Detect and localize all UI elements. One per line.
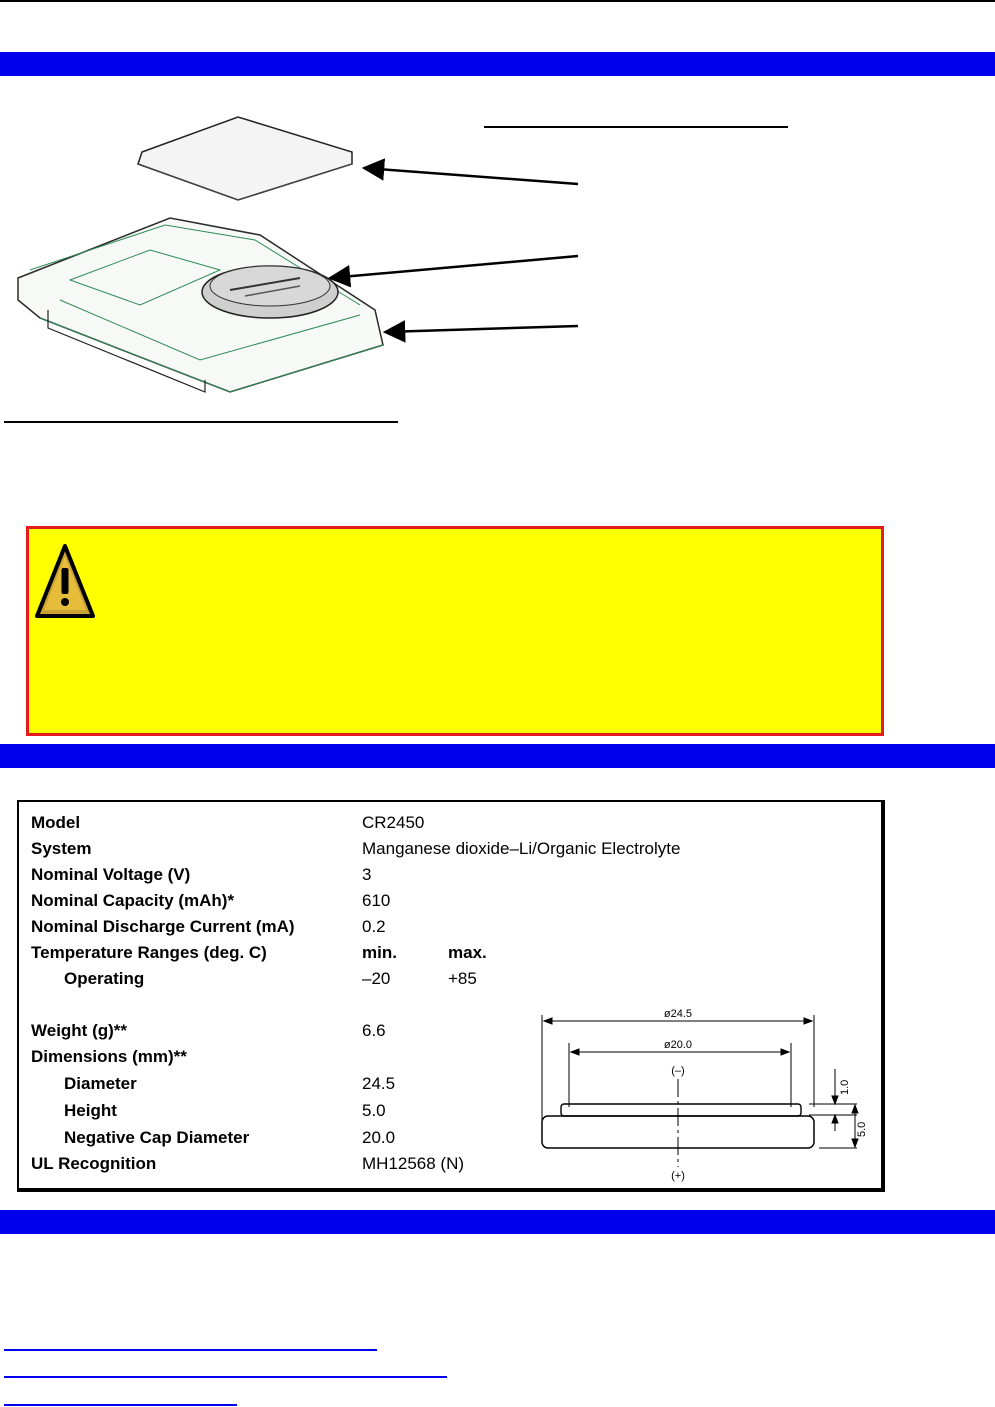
spec-value: 24.5 <box>362 1074 396 1093</box>
link-3[interactable] <box>4 1404 237 1406</box>
spec-label: System <box>31 839 92 858</box>
spec-label: Nominal Discharge Current (mA) <box>31 917 295 936</box>
spec-value: 3 <box>362 865 372 884</box>
cover-plate <box>138 117 352 200</box>
spec-label: Height <box>64 1101 117 1120</box>
section-bar-2 <box>0 744 995 768</box>
spec-value: 6.6 <box>362 1021 386 1040</box>
spec-value-max: +85 <box>448 969 477 988</box>
heading-underline-left <box>4 421 398 423</box>
spec-label: Dimensions (mm)** <box>31 1047 187 1066</box>
section-bar-3 <box>0 1210 995 1234</box>
link-2[interactable] <box>4 1376 447 1378</box>
table-row <box>19 862 881 888</box>
total-height-label: 5.0 <box>856 1121 868 1137</box>
warning-box <box>26 526 884 736</box>
table-row <box>19 940 881 966</box>
spec-label: Negative Cap Diameter <box>64 1128 250 1147</box>
table-row <box>19 888 881 914</box>
spec-label: UL Recognition <box>31 1154 157 1173</box>
spec-label: Model <box>31 813 81 832</box>
warning-triangle-icon <box>34 542 96 620</box>
spec-label: Weight (g)** <box>31 1021 128 1040</box>
coin-cell-dimension-drawing <box>539 1007 868 1187</box>
arrow-cover <box>364 168 578 184</box>
heading-underline-right <box>484 126 788 128</box>
spec-value: 20.0 <box>362 1128 396 1147</box>
inner-diameter-label: ø20.0 <box>663 1039 693 1051</box>
link-1[interactable] <box>4 1349 377 1351</box>
negative-terminal-label: (–) <box>671 1065 685 1077</box>
top-rule <box>0 0 995 2</box>
outer-diameter-label: ø24.5 <box>663 1008 693 1020</box>
spec-value-min: min. <box>362 943 397 962</box>
spec-label: Nominal Voltage (V) <box>31 865 191 884</box>
positive-terminal-label: (+) <box>671 1170 685 1182</box>
spec-label: Operating <box>64 969 145 988</box>
table-row <box>19 836 881 862</box>
spec-value: MH12568 (N) <box>362 1154 465 1173</box>
arrow-housing <box>385 326 578 332</box>
spec-value: Manganese dioxide–Li/Organic Electrolyte <box>362 839 681 858</box>
spec-label: Nominal Capacity (mAh)* <box>31 891 235 910</box>
spec-value: 610 <box>362 891 391 910</box>
spec-value: 0.2 <box>362 917 386 936</box>
spec-value: 5.0 <box>362 1101 386 1120</box>
device-exploded-illustration <box>0 100 600 420</box>
table-row <box>19 966 881 992</box>
section-bar-1 <box>0 52 995 76</box>
arrow-cell <box>330 256 578 278</box>
spec-label: Diameter <box>64 1074 137 1093</box>
cap-height-label: 1.0 <box>839 1079 851 1095</box>
spec-value: CR2450 <box>362 813 425 832</box>
spec-value-max: max. <box>448 943 487 962</box>
spec-label: Temperature Ranges (deg. C) <box>31 943 267 962</box>
table-row <box>19 914 881 940</box>
spec-table <box>17 800 885 1192</box>
table-row <box>19 810 881 836</box>
spec-value-min: –20 <box>362 969 391 988</box>
